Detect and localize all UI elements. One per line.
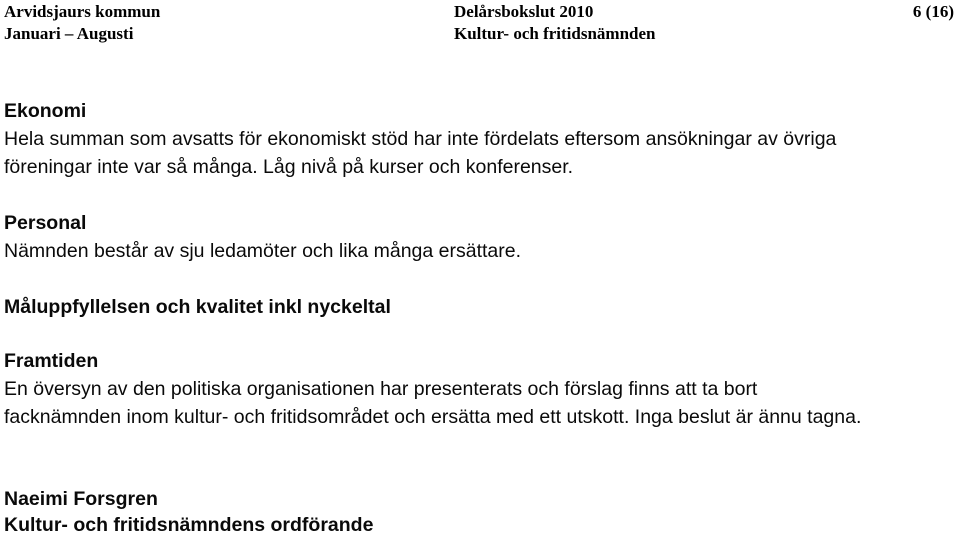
header-period: Januari – Augusti bbox=[4, 24, 134, 43]
paragraph-line: En översyn av den politiska organisationen har presenterats och förslag finns att ta bort bbox=[4, 378, 758, 400]
paragraph-line: Hela summan som avsatts för ekonomiskt stöd har inte fördelats eftersom ansökningar av övriga bbox=[4, 128, 837, 150]
section-heading-ekonomi: Ekonomi bbox=[4, 100, 87, 122]
header-report-title: Delårsbokslut 2010 bbox=[454, 2, 594, 21]
paragraph-line: facknämnden inom kultur- och fritidsområdet och ersätta med ett utskott. Inga beslut är ännu tagna. bbox=[4, 406, 862, 428]
section-heading-maluppfyllelse: Måluppfyllelsen och kvalitet inkl nyckeltal bbox=[4, 296, 391, 318]
header-board: Kultur- och fritidsnämnden bbox=[454, 24, 656, 43]
paragraph-line: Nämnden består av sju ledamöter och lika många ersättare. bbox=[4, 240, 522, 262]
paragraph-line: föreningar inte var så många. Låg nivå på kurser och konferenser. bbox=[4, 156, 574, 178]
section-heading-framtiden: Framtiden bbox=[4, 350, 99, 372]
signature-title: Kultur- och fritidsnämndens ordförande bbox=[4, 514, 374, 536]
header-page-number: 6 (16) bbox=[912, 2, 954, 21]
signature-name: Naeimi Forsgren bbox=[4, 488, 158, 510]
section-heading-personal: Personal bbox=[4, 212, 87, 234]
header-org: Arvidsjaurs kommun bbox=[4, 2, 161, 21]
